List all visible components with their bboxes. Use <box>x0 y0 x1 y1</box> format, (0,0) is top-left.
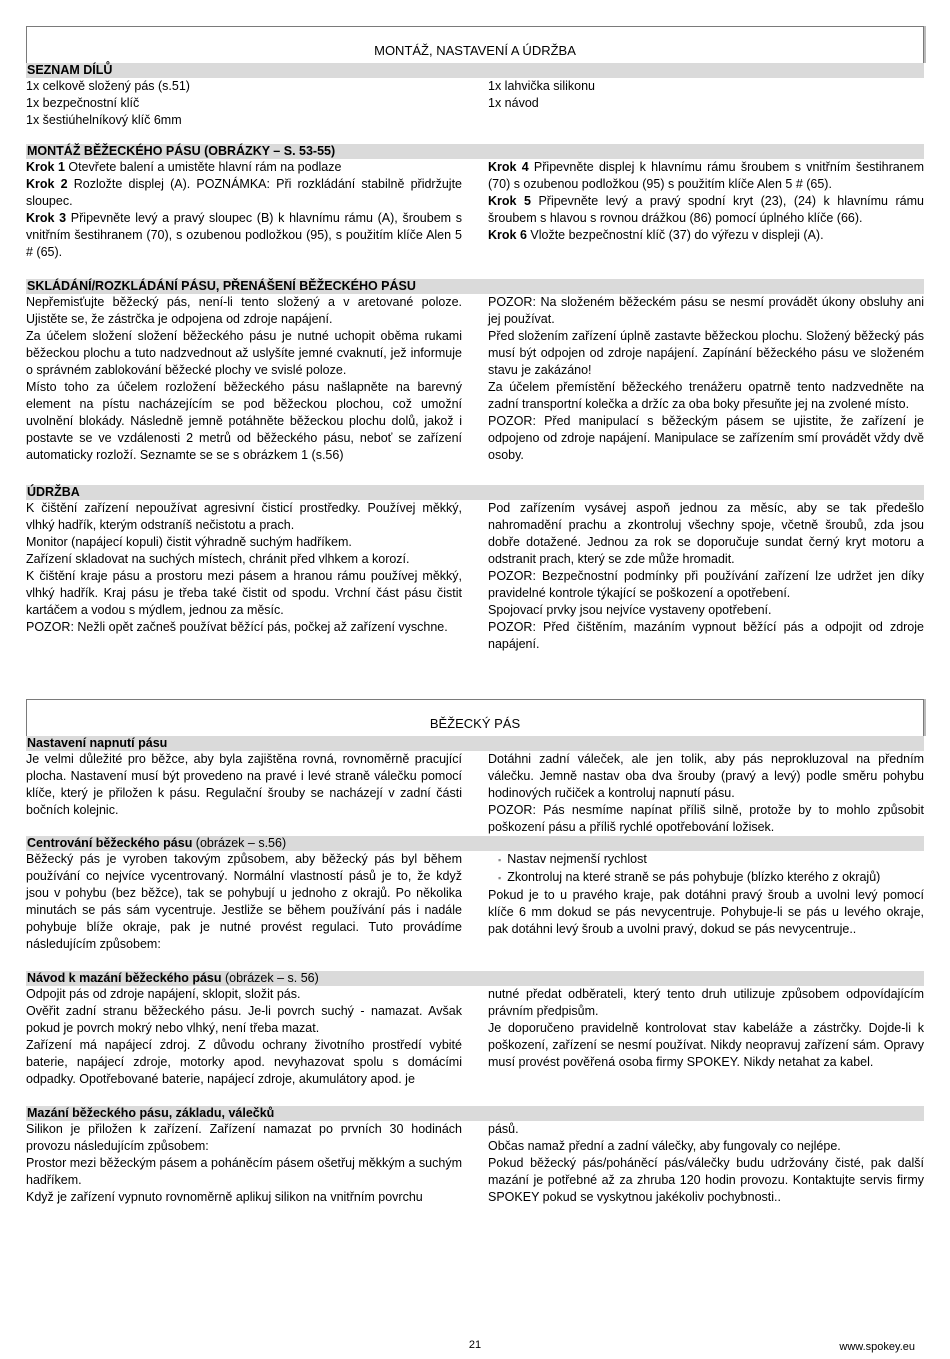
paragraph: Když je zařízení vypnuto rovnoměrně aplikuj silikon na vnitřním povrchu <box>26 1190 423 1204</box>
step-label: Krok 5 <box>488 194 531 208</box>
section-banner <box>26 26 924 63</box>
lubrication-heading: Mazání běžeckého pásu, základu, válečků <box>26 1106 924 1121</box>
step <box>26 159 462 176</box>
bullet-item: ▪ Zkontroluj na které straně se pás pohybuje (blízko kterého z okrajů) <box>498 869 924 887</box>
paragraph: POZOR: Na složeném běžeckém pásu se nesmí provádět úkony obsluhy ani jej používat. <box>488 295 924 326</box>
website-link[interactable]: www.spokey.eu <box>839 1341 915 1353</box>
paragraph: Za účelem přemístění běžeckého trenážeru opatrně tento nadzvedněte na zadní transportní kolečka a držíc za oba boky přesuňte jej na zvolené místo. <box>488 380 924 411</box>
paragraph: POZOR: Nežli opět začneš používat běžící pás, počkej až zařízení vyschne. <box>26 620 448 634</box>
maintenance-text <box>26 500 924 653</box>
paragraph: Pod zařízením vysávej aspoň jednou za měsíc, aby se tak předešlo nahromadění prachu a zkontroluj všechny spoje, včetně šroubů, zda jsou dobře dotažené. Jednou za rok se doporučuje sundat černý kryt motoru a odstranit prach, který se zde může hromadit. <box>488 501 924 566</box>
step-label: Krok 6 <box>488 228 527 242</box>
assembly-right <box>488 159 924 261</box>
step-text: Připevněte levý a pravý sloupec (B) k hlavnímu rámu (A), šroubem s vnitřním šestihranem (70), s ozubenou podložkou (95), s použitím klíče Alen 5 # (65). <box>26 211 463 259</box>
step-text: Připevněte displej k hlavnímu rámu šroubem s vnitřním šestihranem (70) s ozubenou podložkou (95) s použitím klíče Alen 5 # (65). <box>488 160 924 191</box>
part-item: 1x lahvička silikonu <box>488 79 595 93</box>
folding-heading: SKLÁDÁNÍ/ROZKLÁDÁNÍ PÁSU, PŘENÁŠENÍ BĚŽECKÉHO PÁSU <box>26 279 924 294</box>
part-item: 1x bezpečnostní klíč <box>26 96 140 110</box>
step-text: Otevřete balení a umistěte hlavní rám na podlaze <box>64 160 342 174</box>
heading-note: (obrázek – s. 56) <box>221 971 319 985</box>
paragraph: POZOR: Pás nesmíme napínat příliš silně, protože by to mohlo způsobit poškození pásu a příliš rychlé opotřebování ložisek. <box>488 803 924 834</box>
assembly-steps <box>26 159 924 261</box>
paragraph: Pokud běžecký pás/poháněcí pás/válečky budu udržovány čisté, pak další mazání je potřebné až za zhruba 120 hodin provozu. Kontaktujte servis firmy SPOKEY pokud se vyskytnou jakékoliv pochybnosti.. <box>488 1156 924 1204</box>
part-item: 1x celkově složený pás (s.51) <box>26 79 190 93</box>
paragraph: pásů. <box>488 1122 519 1136</box>
paragraph: Zařízení má napájecí zdroj. Z důvodu ochrany životního prostředí vybité baterie, napájecí zdroje, motorky apod. nevyhazovat spolu s domácími odpadky. Opotřebované baterie, napájecí zdroje, akumulátory apod. je <box>26 1038 462 1086</box>
paragraph: Spojovací prvky jsou nejvíce vystaveny opotřebení. <box>488 603 772 617</box>
tension-right <box>488 751 924 836</box>
paragraph: nutné předat odběrateli, který tento druh utilizuje způsobem odpovídajícím právním předpisům. <box>488 987 924 1018</box>
step <box>488 227 924 244</box>
section-title: MONTÁŽ, NASTAVENÍ A ÚDRŽBA <box>374 43 576 58</box>
paragraph: POZOR: Před manipulací s běžeckým pásem se ujistite, že zařízení je odpojeno od zdroje napájení. Manipulace se zařízením smí provádět vždy dvě osoby. <box>488 414 924 462</box>
paragraph: Je velmi důležité pro běžce, aby byla zajištěna rovná, rovnoměrně pracující plocha. Nastavení musí být provedeno na pravé i levé straně válečku pomocí klíče, který je přiložen k pásu. Regulační šrouby se nacházejí v zadní části bočních kolejnic. <box>26 752 462 817</box>
parts-right <box>488 78 924 129</box>
centering-heading <box>26 836 924 851</box>
paragraph: Zařízení skladovat na suchých místech, chránit před vlhkem a korozí. <box>26 552 410 566</box>
section-banner <box>26 699 924 736</box>
paragraph: Pokud je to u pravého kraje, pak dotáhni pravý šroub a uvolni levý pomocí klíče 6 mm dokud se pás nevycentruje. Pohybuje-li se pás u levého okraje, pak dotáhni levý šroub a uvolni pravý, dokud se pás nevycentruje.. <box>488 888 924 936</box>
centering-text <box>26 851 924 953</box>
folding-right <box>488 294 924 464</box>
step-label: Krok 2 <box>26 177 68 191</box>
paragraph: Je doporučeno pravidelně kontrolovat stav kabeláže a zástrčky. Dojde-li k poškození, zařízení se nesmí používat. Nikdy neopravuj zařízení sám. Opravy musí provést pověřená osoba firmy SPOKEY. Nikdy netahat za kabel. <box>488 1021 924 1069</box>
paragraph: Ověřit zadní stranu běžeckého pásu. Je-li povrch suchý - namazat. Avšak pokud je povrch mokrý nebo vlhký, není třeba mazat. <box>26 1004 462 1035</box>
parts-list <box>26 78 924 129</box>
lubrication-guide-left <box>26 986 462 1088</box>
tension-heading: Nastavení napnutí pásu <box>26 736 924 751</box>
parts-heading: SEZNAM DÍLŮ <box>26 63 924 78</box>
paragraph: Běžecký pás je vyroben takovým způsobem, aby běžecký pás byl během používání co nejvíce vycentrovaný. Normální vlastností pásů je to, že když jsou v pohybu (bez běžce), tak se pohybují u jednoho z okrajů. Po několika minutách se pás sám vycentruje. Jestliže se během používání pás i nadále pohybuje blíže okraje, pak je nutné provést regulaci. Tuto provádíme následujícím způsobem: <box>26 852 462 951</box>
paragraph: Za účelem složení složení běžeckého pásu je nutné uchopit oběma rukami běžeckou plochu a tuto nadzvednout až uslyšíte jemné cvaknutí, jež informuje o správném zablokování běžecké plochy ve svislé poloze. <box>26 329 462 377</box>
bullet-item: ▪ Nastav nejmenší rychlost <box>498 851 924 869</box>
paragraph: K čištění kraje pásu a prostoru mezi pásem a hranou rámu používej měkký, vlhký hadřík. Kraj pásu je třeba také čistit od spodu. Vrchní část pásu čistit kartáčem a vodou s mýdlem, jednou za měsíc. <box>26 569 462 617</box>
step <box>26 210 462 261</box>
paragraph: Před složením zařízení úplně zastavte běžeckou plochu. Složený běžecký pás musí být odpojen od zdroje napájení. Zapínání běžeckého pásu ve složeném stavu je zakázáno! <box>488 329 924 377</box>
step-text: Vložte bezpečnostní klíč (37) do výřezu v displeji (A). <box>526 228 824 242</box>
step-label: Krok 1 <box>26 160 65 174</box>
step-label: Krok 3 <box>26 211 67 225</box>
paragraph: Dotáhni zadní váleček, ale jen tolik, aby pás neprokluzoval na předním válečku. Jemně nastav oba dva šrouby (pravý a levý) podle směru pohybu hodinových ručiček a kontroluj napnutí pásu. <box>488 752 924 800</box>
paragraph: Odpojit pás od zdroje napájení, sklopit, složit pás. <box>26 987 301 1001</box>
paragraph: POZOR: Před čištěním, mazáním vypnout běžící pás a odpojit od zdroje napájení. <box>488 620 924 651</box>
maintenance-left <box>26 500 462 653</box>
lubrication-right <box>488 1121 924 1206</box>
step-text: Rozložte displej (A). POZNÁMKA: Při rozkládání stabilně přidržujte sloupec. <box>26 177 462 208</box>
heading-text: Návod k mazání běžeckého pásu <box>27 971 222 985</box>
tension-text <box>26 751 924 836</box>
step <box>26 176 462 210</box>
assembly-left <box>26 159 462 261</box>
step-label: Krok 4 <box>488 160 529 174</box>
step <box>488 193 924 227</box>
folding-left <box>26 294 462 464</box>
parts-left <box>26 78 462 129</box>
paragraph: Monitor (napájecí kopuli) čistit výhradně suchým hadříkem. <box>26 535 352 549</box>
paragraph: K čištění zařízení nepoužívat agresivní čisticí prostředky. Používej měkký, vlhký hadřík, kterým odstraníš nečistotu a prach. <box>26 501 462 532</box>
step <box>488 159 924 193</box>
lubrication-guide-right <box>488 986 924 1088</box>
page <box>26 26 924 1206</box>
tension-left <box>26 751 462 836</box>
heading-text: Centrování běžeckého pásu <box>27 836 193 850</box>
lubrication-text <box>26 1121 924 1206</box>
paragraph: Prostor mezi běžeckým pásem a poháněcím pásem ošetřuj měkkým a suchým hadříkem. <box>26 1156 462 1187</box>
section-title: BĚŽECKÝ PÁS <box>429 716 521 731</box>
heading-note: (obrázek – s.56) <box>192 836 287 850</box>
maintenance-right <box>488 500 924 653</box>
assembly-heading: MONTÁŽ BĚŽECKÉHO PÁSU (OBRÁZKY – S. 53-55) <box>26 144 924 159</box>
centering-left <box>26 851 462 953</box>
part-item: 1x návod <box>488 96 539 110</box>
folding-text <box>26 294 924 464</box>
lubrication-guide-heading <box>26 971 924 986</box>
paragraph: Nepřemisťujte běžecký pás, není-li tento složený a v aretované poloze. Ujistěte se, že zástrčka je odpojena od zdroje napájení. <box>26 295 462 326</box>
lubrication-guide-text <box>26 986 924 1088</box>
paragraph: POZOR: Bezpečnostní podmínky při používání zařízení lze udržet jen díky pravidelné kontrole týkající se poškození a opotřebení. <box>488 569 924 600</box>
paragraph: Místo toho za účelem rozložení běžeckého pásu našlapněte na barevný element na pístu nacházejícím se pod běžeckou plochou, což umožní uvolnění blokády. Následně jemně potáhněte běžeckou plochu dolů, jakož i postavte se ve vzdálenosti 2 metrů od běžeckého pásu, neboť se zařízení automaticky rozloží. Seznamte se se s obrázkem 1 (s.56) <box>26 380 462 462</box>
centering-right <box>488 851 924 953</box>
paragraph: Občas namaž přední a zadní válečky, aby fungovaly co nejlépe. <box>488 1139 841 1153</box>
lubrication-left <box>26 1121 462 1206</box>
step-text: Připevněte levý a pravý spodní kryt (23), (24) k hlavnímu rámu šroubem s hlavou s rovnou drážkou (86) pomocí úplného klíče (66). <box>488 194 924 225</box>
part-item: 1x šestiúhelníkový klíč 6mm <box>26 113 182 127</box>
paragraph: Silikon je přiložen k zařízení. Zařízení namazat po prvních 30 hodinách provozu následujícím způsobem: <box>26 1122 462 1153</box>
page-number: 21 <box>468 1339 482 1351</box>
maintenance-heading: ÚDRŽBA <box>26 485 924 500</box>
centering-bullets <box>488 851 924 887</box>
